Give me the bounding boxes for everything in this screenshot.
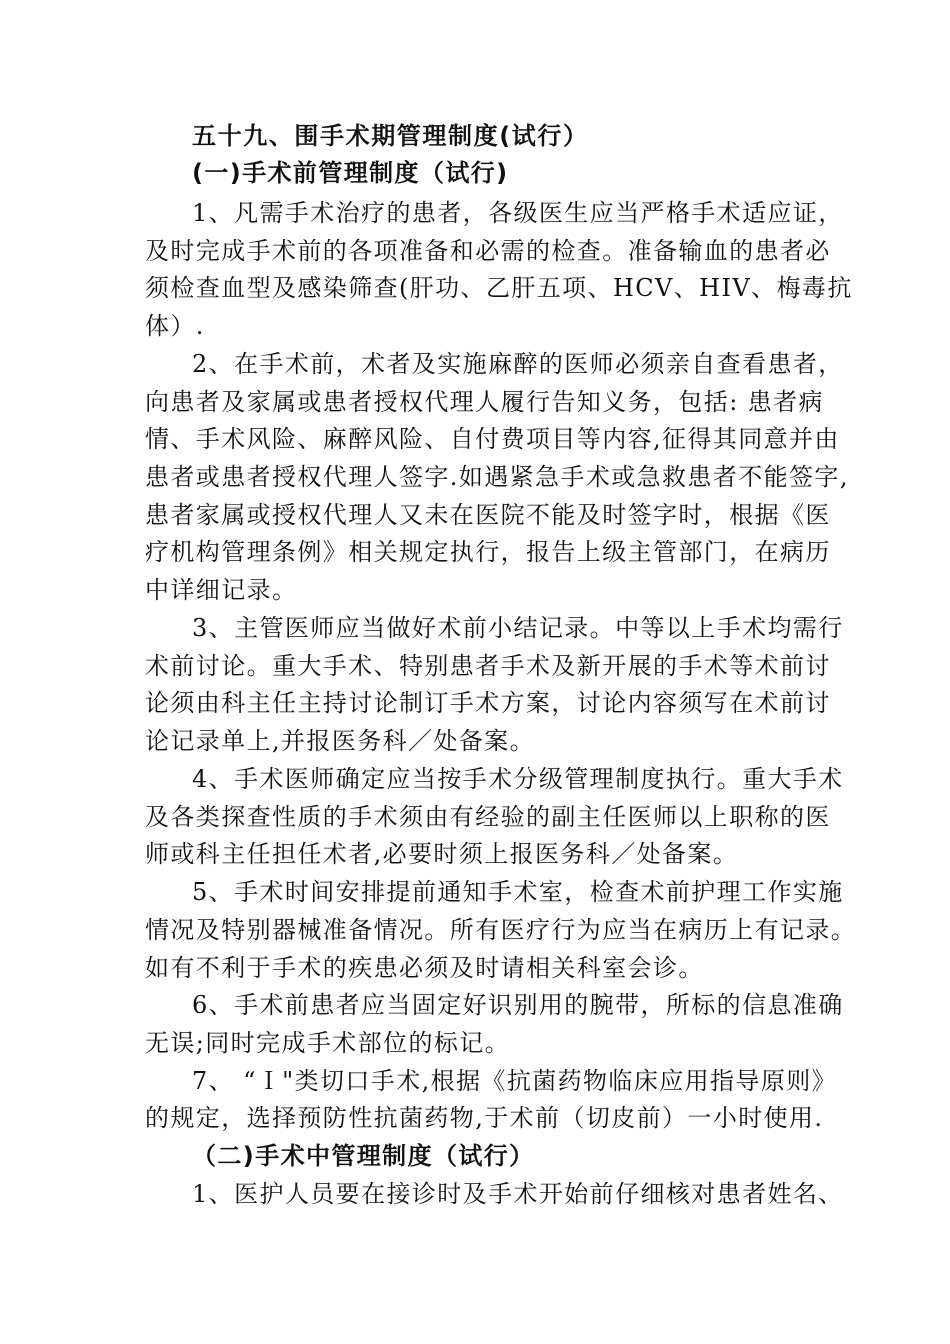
paragraph-line: 7、 “Ｉ"类切口手术,根据《抗菌药物临床应用指导原则》 (192, 1067, 838, 1095)
paragraph-line: 论记录单上,并报医务科／处备案。 (145, 727, 536, 755)
paragraph-line: 向患者及家属或患者授权代理人履行告知义务，包括: 患者病 (145, 388, 824, 416)
paragraph-line: 1、医护人员要在接诊时及手术开始前仔细核对患者姓名、 (192, 1180, 844, 1208)
paragraph-line: 的规定，选择预防性抗菌药物,于术前（切皮前）一小时使用. (145, 1104, 824, 1132)
paragraph-line: 师或科主任担任术者,必要时须上报医务科／处备案。 (145, 840, 739, 868)
paragraph-line: 无误;同时完成手术部位的标记。 (145, 1029, 511, 1057)
paragraph-line: 3、主管医师应当做好术前小结记录。中等以上手术均需行 (192, 614, 844, 642)
paragraph-line: 须检查血型及感染筛查(肝功、乙肝五项、HCV、HIV、梅毒抗 (145, 274, 853, 302)
paragraph-line: 术前讨论。重大手术、特别患者手术及新开展的手术等术前讨 (145, 652, 831, 680)
paragraph-line: 情况及特别器械准备情况。所有医疗行为应当在病历上有记录。 (145, 916, 857, 944)
paragraph-line: 6、手术前患者应当固定好识别用的腕带，所标的信息准确 (192, 991, 844, 1019)
section-heading: (一)手术前管理制度（试行) (192, 159, 509, 187)
paragraph-line: 体）. (145, 312, 205, 340)
paragraph-line: 4、手术医师确定应当按手术分级管理制度执行。重大手术 (192, 765, 844, 793)
paragraph-line: 患者或患者授权代理人签字.如遇紧急手术或急救患者不能签字, (145, 463, 849, 491)
paragraph-line: 1、凡需手术治疗的患者，各级医生应当严格手术适应证， (192, 199, 844, 227)
paragraph-line: 中详细记录。 (145, 576, 298, 604)
paragraph-line: 及各类探查性质的手术须由有经验的副主任医师以上职称的医 (145, 803, 831, 831)
paragraph-line: 2、在手术前，术者及实施麻醉的医师必须亲自查看患者， (192, 350, 844, 378)
paragraph-line: 5、手术时间安排提前通知手术室，检查术前护理工作实施 (192, 878, 844, 906)
paragraph-line: 患者家属或授权代理人又未在医院不能及时签字时，根据《医 (145, 501, 831, 529)
paragraph-line: 及时完成手术前的各项准备和必需的检查。准备输血的患者必 (145, 237, 831, 265)
paragraph-line: 疗机构管理条例》相关规定执行，报告上级主管部门，在病历 (145, 538, 831, 566)
section-heading: （二)手术中管理制度（试行） (192, 1142, 535, 1170)
paragraph-line: 情、手术风险、麻醉风险、自付费项目等内容,征得其同意并由 (145, 425, 840, 453)
paragraph-line: 如有不利于手术的疾患必须及时请相关科室会诊。 (145, 954, 704, 982)
document-title: 五十九、围手术期管理制度(试行） (192, 122, 589, 150)
paragraph-line: 论须由科主任主持讨论制订手术方案，讨论内容须写在术前讨 (145, 689, 831, 717)
